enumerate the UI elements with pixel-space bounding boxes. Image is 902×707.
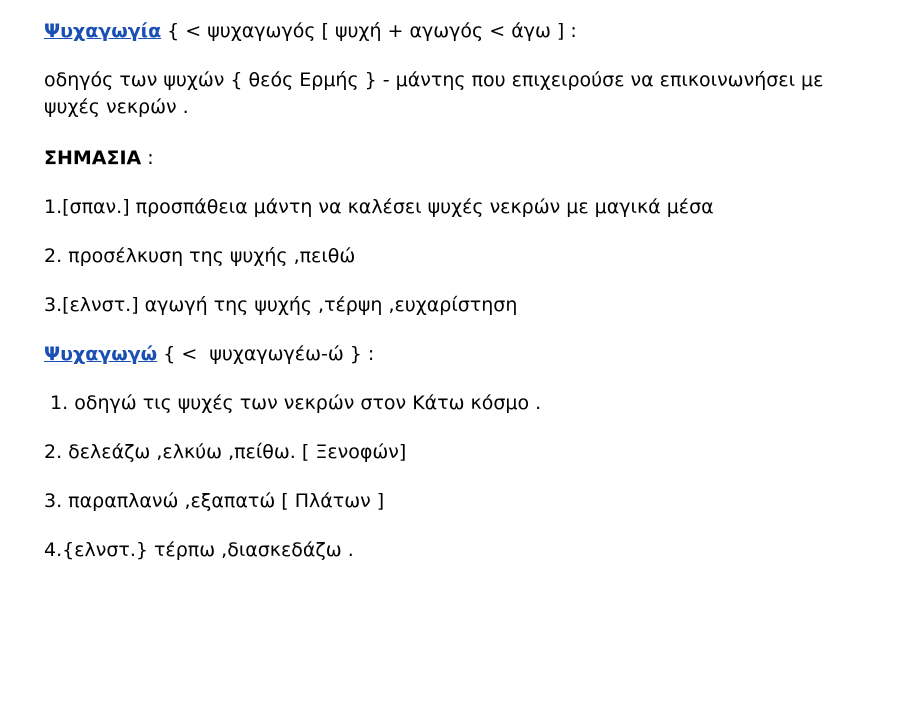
entry-headline-psychagogia xyxy=(44,18,882,45)
sense-item: 4.{ελνστ.} τέρπω ,διασκεδάζω . xyxy=(44,538,354,561)
senses-label-psychagogia xyxy=(44,145,882,172)
sense-item: 3.[ελνστ.] αγωγή της ψυχής ,τέρψη ,ευχαρίστηση xyxy=(44,293,518,316)
sense-item: 1. οδηγώ τις ψυχές των νεκρών στον Κάτω κόσμο . xyxy=(44,391,542,414)
senses-label-suffix: : xyxy=(141,146,154,169)
sense-item: 3. παραπλανώ ,εξαπατώ [ Πλάτων ] xyxy=(44,489,385,512)
headword-psychagogia: Ψυχαγωγία xyxy=(44,20,162,42)
etymology-psychagogia: { < ψυχαγωγός [ ψυχή + αγωγός < άγω ] : xyxy=(161,20,577,42)
etymology-psychagogo: { < ψυχαγωγέω-ώ } : xyxy=(157,342,375,365)
headword-psychagogo: Ψυχαγωγώ xyxy=(44,342,158,365)
senses-label-text: ΣΗΜΑΣΙΑ xyxy=(44,146,142,169)
sense-item: 1.[σπαν.] προσπάθεια μάντη να καλέσει ψυχές νεκρών με μαγικά μέσα xyxy=(44,195,714,218)
sense-item: 2. προσέλκυση της ψυχής ,πειθώ xyxy=(44,244,356,267)
definition-psychagogia: οδηγός των ψυχών { θεός Ερμής } - μάντης που επιχειρούσε να επικοινωνήσει με ψυχές νεκρών . xyxy=(44,68,830,118)
entry-headline-psychagogo xyxy=(44,341,882,368)
sense-item: 2. δελεάζω ,ελκύω ,πείθω. [ Ξενοφών] xyxy=(44,440,407,463)
